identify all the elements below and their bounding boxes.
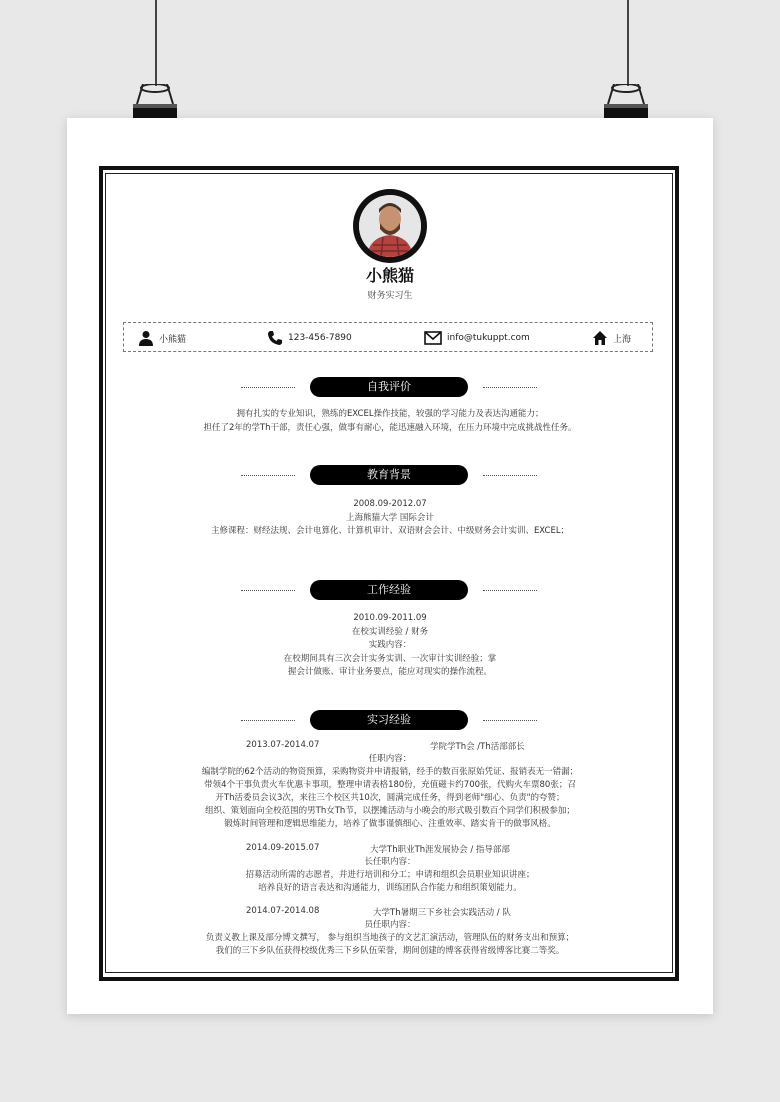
self-eval-line: 拥有扎实的专业知识，熟练的EXCEL操作技能，较强的学习能力及表达沟通能力； — [236, 409, 544, 419]
education-school: 上海熊猫大学 国际会计 — [346, 513, 434, 523]
contact-phone-text[interactable]: 123-456-7890 — [288, 333, 352, 343]
divider-right — [483, 590, 537, 591]
divider-left — [241, 720, 295, 721]
education-courses: 主修课程：财经法规、会计电算化、计算机审计、双语财会会计、中级财务会计实训、EXCEL； — [210, 526, 570, 536]
hanging-wire-left — [155, 0, 157, 86]
section-header-self-eval — [67, 377, 713, 397]
divider-left — [241, 475, 295, 476]
section-header-internship — [67, 710, 713, 730]
contact-location — [592, 330, 631, 346]
section-title-education: 教育背景 — [310, 465, 468, 485]
home-icon — [592, 330, 608, 346]
internship-line: 组织、策划面向全校范围的男Th女Th节，以摆摊活动与小晚会的形式吸引数百个同学们积极参加； — [205, 806, 575, 816]
internship-line: 招募活动所需的志愿者，并进行培训和分工；申请和组织会员职业知识讲座； — [245, 870, 535, 880]
contact-location-text: 上海 — [613, 334, 632, 345]
education-period: 2008.09-2012.07 — [353, 499, 427, 509]
internship-line: 负责义教上课及部分博文撰写， 参与组织当地孩子的文艺汇演活动，管理队伍的财务支出和预算； — [205, 933, 575, 943]
work-position: 在校实训经验 / 财务 — [351, 627, 429, 637]
contact-email — [424, 330, 530, 346]
contact-phone — [267, 330, 352, 346]
internship-period: 2014.09-2015.07 — [246, 843, 320, 853]
contact-name — [138, 330, 186, 346]
section-title-work: 工作经验 — [310, 580, 468, 600]
internship-line: 带领4个干事负责火车优惠卡事项，整理申请表格180份，充值磁卡约700张，代购火车票80张；召 — [204, 780, 576, 790]
divider-right — [483, 475, 537, 476]
avatar-photo — [359, 195, 421, 257]
phone-icon — [267, 330, 283, 346]
mail-icon — [424, 331, 442, 345]
internship-label: 长任职内容： — [364, 857, 416, 867]
internship-org: 大学Th职业Th涯发展协会 / 指导部部 — [370, 845, 510, 855]
internship-period: 2013.07-2014.07 — [246, 740, 320, 750]
divider-left — [241, 590, 295, 591]
section-header-work — [67, 580, 713, 600]
internship-org: 大学Th暑期三下乡社会实践活动 / 队 — [373, 908, 511, 918]
internship-org: 学院学Th会 /Th活部部长 — [430, 742, 525, 752]
divider-left — [241, 387, 295, 388]
resume-paper — [67, 118, 713, 1014]
candidate-name: 小熊猫 — [365, 266, 414, 285]
internship-label: 任职内容： — [368, 754, 412, 764]
divider-right — [483, 387, 537, 388]
section-title-self-eval: 自我评价 — [310, 377, 468, 397]
contact-email-text[interactable]: info@tukuppt.com — [447, 333, 530, 343]
person-icon — [138, 330, 154, 346]
internship-line: 我们的三下乡队伍获得校级优秀三下乡队伍荣誉，期间创建的博客获得省级博客比赛二等奖。 — [215, 946, 565, 956]
section-header-education — [67, 465, 713, 485]
candidate-role: 财务实习生 — [367, 291, 413, 301]
self-eval-line: 担任了2年的学Th干部，责任心强，做事有耐心，能迅速融入环境，在压力环境中完成挑战性任务。 — [203, 423, 577, 433]
contact-name-text: 小熊猫 — [159, 334, 187, 345]
section-title-internship: 实习经验 — [310, 710, 468, 730]
work-period: 2010.09-2011.09 — [353, 613, 427, 623]
divider-right — [483, 720, 537, 721]
work-content-line: 握会计做账、审计业务要点，能应对现实的操作流程。 — [287, 667, 492, 677]
internship-line: 锻炼时间管理和逻辑思维能力，培养了做事谨慎细心、注重效率、踏实肯干的做事风格。 — [224, 819, 556, 829]
work-content-line: 在校期间具有三次会计实务实训、一次审计实训经验；掌 — [283, 654, 497, 664]
avatar — [353, 189, 427, 263]
person-photo-icon — [359, 195, 421, 257]
hanging-wire-right — [627, 0, 629, 86]
internship-line: 编制学院的62个活动的物资预算，采购物资并申请报销，经手的数百张原始凭证、报销表无一错漏； — [201, 767, 579, 777]
work-content-label: 实践内容： — [368, 640, 412, 650]
contact-bar — [123, 322, 653, 352]
internship-period: 2014.07-2014.08 — [246, 906, 320, 916]
internship-label: 员任职内容： — [364, 920, 416, 930]
internship-line: 培养良好的语言表达和沟通能力，训练团队合作能力和组织策划能力。 — [258, 883, 522, 893]
internship-line: 开Th活委员会议3次，来往三个校区共10次，圆满完成任务，得到老师"细心、负责"的夸赞； — [215, 793, 565, 803]
